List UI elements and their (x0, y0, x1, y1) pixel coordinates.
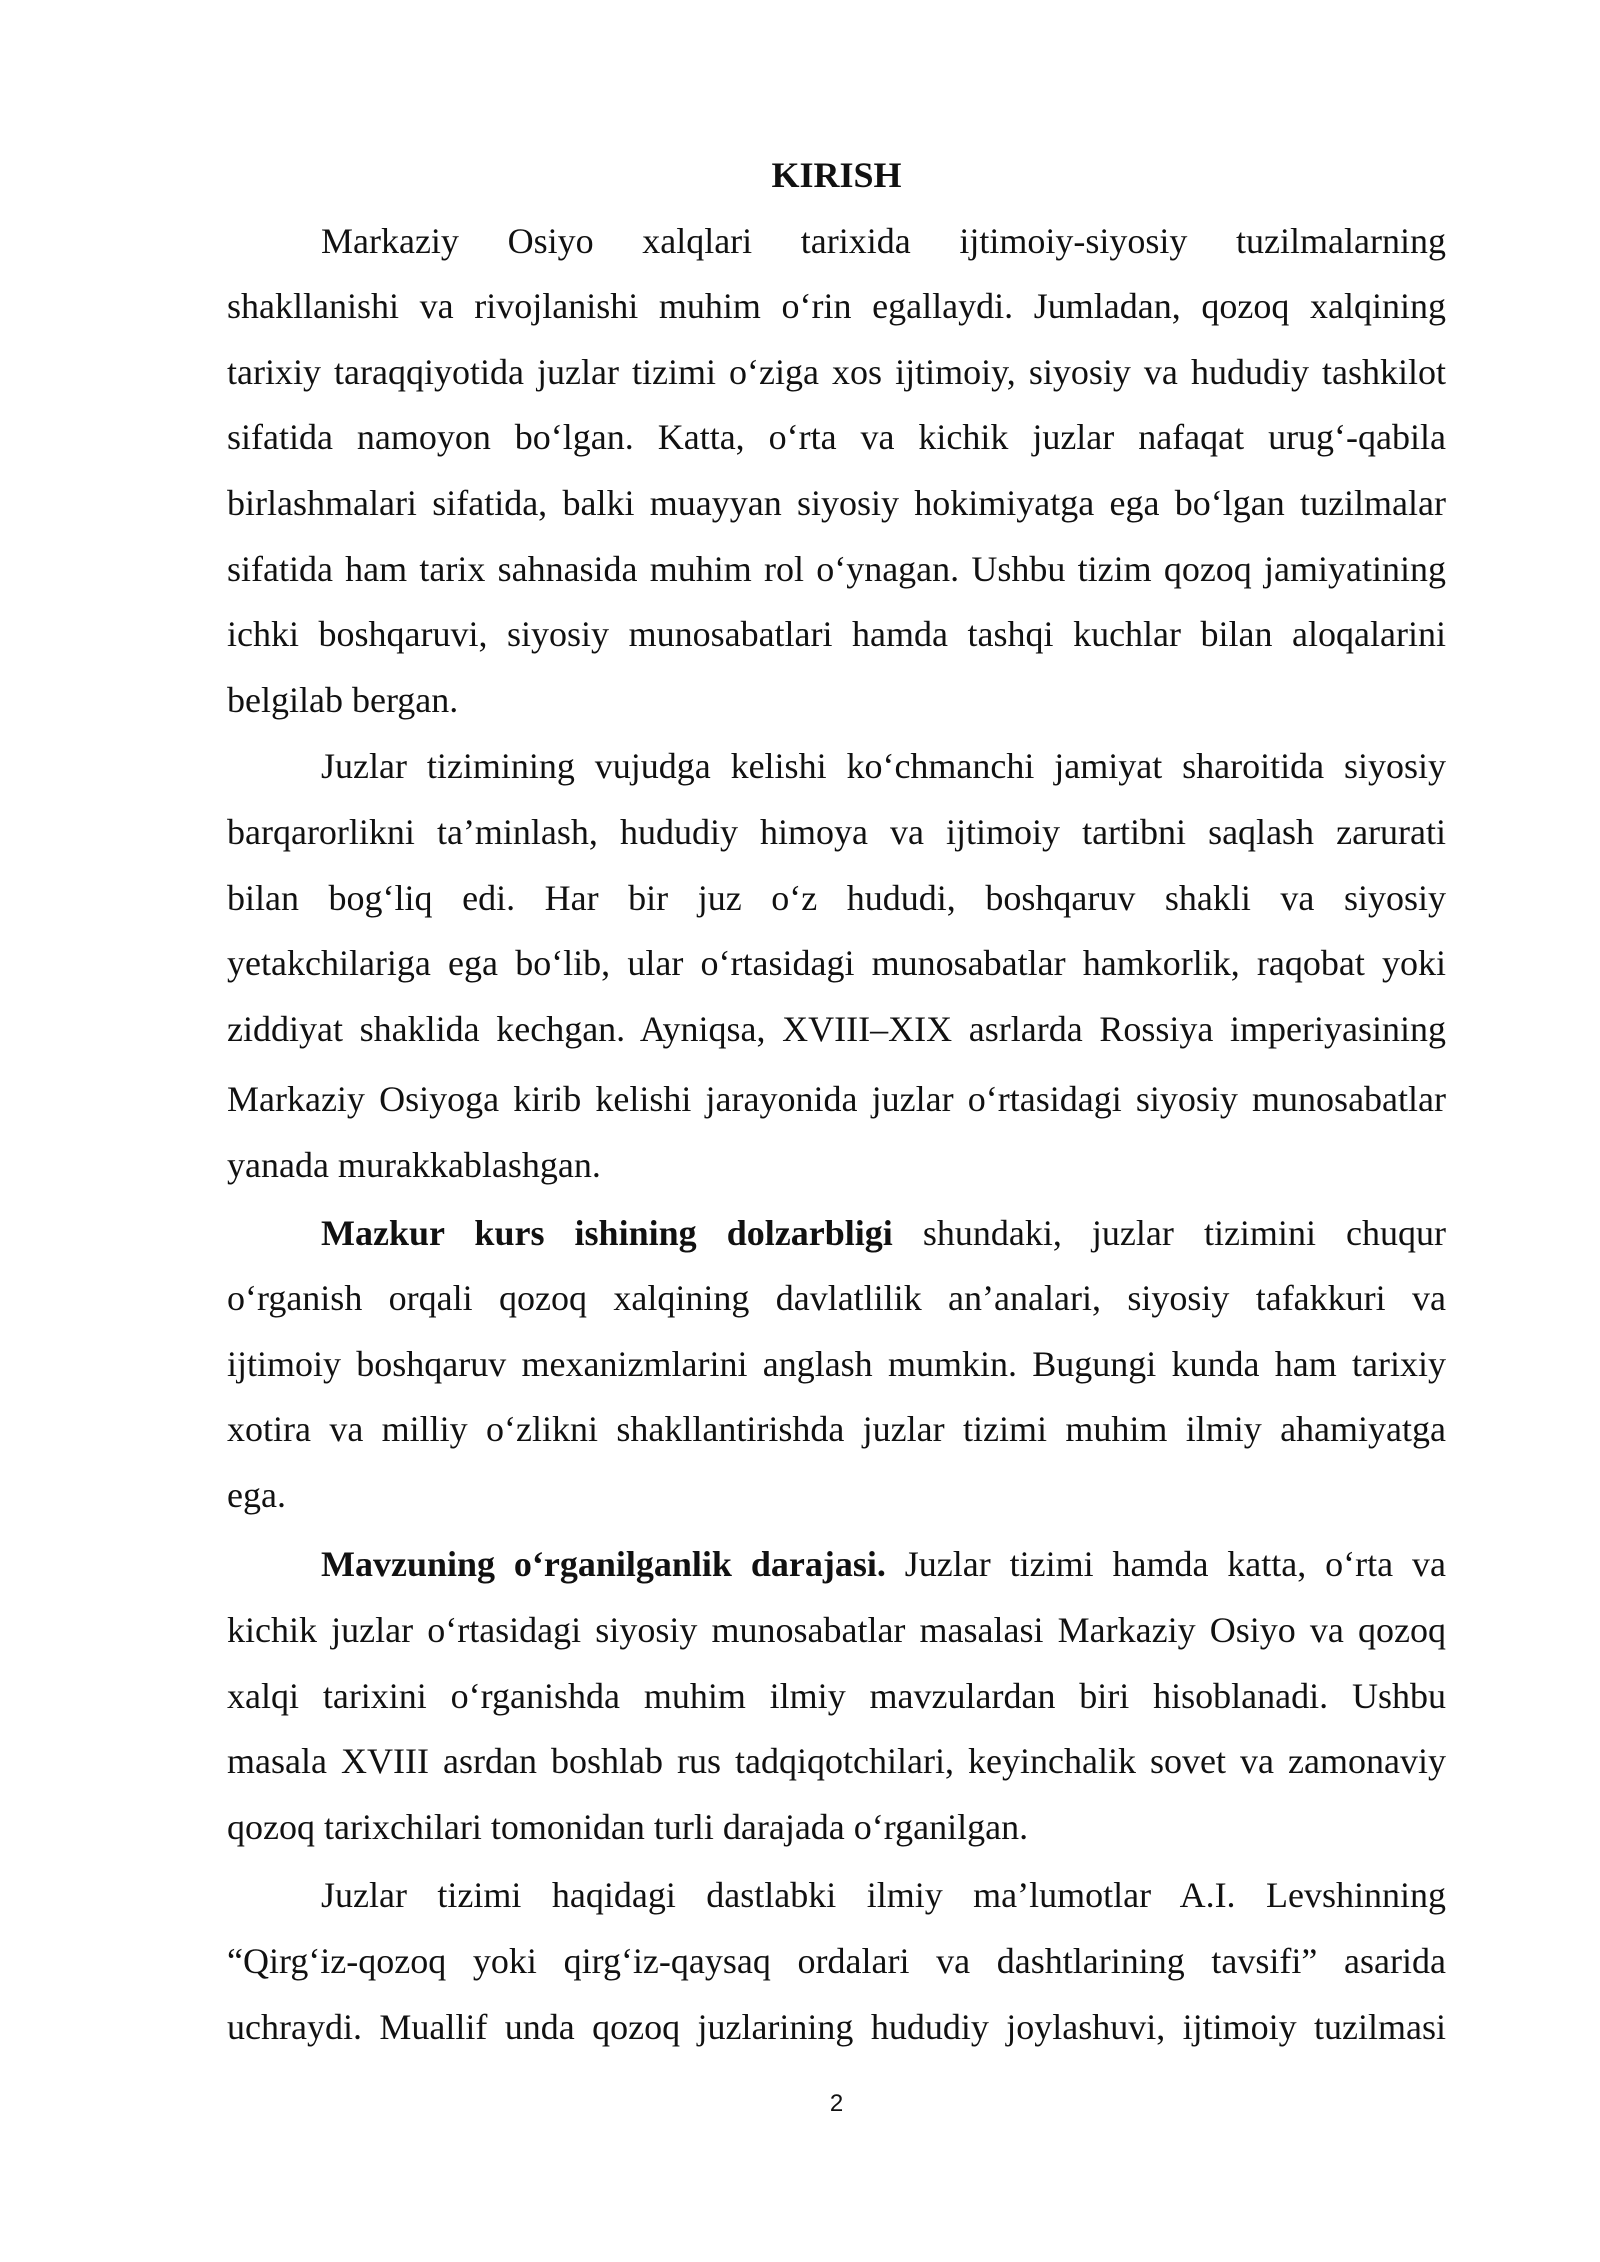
text-line (227, 1201, 1446, 1267)
text-line: “Qirg‘iz-qozoq yoki qirg‘iz-qaysaq ordalari va dashtlarining tavsifi” asarida (227, 1941, 1446, 1982)
text-line: Markaziy Osiyoga kirib kelishi jarayonida juzlar o‘rtasidagi siyosiy munosabatlar (227, 1079, 1446, 1120)
text-line: yetakchilariga ega bo‘lib, ular o‘rtasidagi munosabatlar hamkorlik, raqobat yoki (227, 943, 1446, 984)
text-line: shakllanishi va rivojlanishi muhim o‘rin egallaydi. Jumladan, qozoq xalqining (227, 286, 1446, 327)
text-line (227, 1532, 1446, 1598)
page-number: 2 (829, 2090, 844, 2117)
text-line: ijtimoiy boshqaruv mexanizmlarini anglash mumkin. Bugungi kunda ham tarixiy (227, 1343, 1446, 1384)
paragraph-relevance (227, 1201, 1446, 1529)
text-line: birlashmalari sifatida, balki muayyan siyosiy hokimiyatga ega bo‘lgan tuzilmalar (227, 482, 1446, 523)
text-line: masala XVIII asrdan boshlab rus tadqiqotchilari, keyinchalik sovet va zamonaviy (227, 1741, 1446, 1782)
text-line: Markaziy Osiyo xalqlari tarixida ijtimoiy-siyosiy tuzilmalarning (321, 220, 1446, 261)
text-line: ichki boshqaruvi, siyosiy munosabatlari hamda tashqi kuchlar bilan aloqalarini (227, 614, 1446, 655)
text-line: barqarorlikni ta’minlash, hududiy himoya va ijtimoiy tartibni saqlash zarurati (227, 811, 1446, 852)
text-line: yanada murakkablashgan. (227, 1144, 601, 1185)
text-line: ziddiyat shaklida kechgan. Ayniqsa, XVIII–XIX asrlarda Rossiya imperiyasining (227, 1008, 1446, 1049)
text-line: sifatida namoyon bo‘lgan. Katta, o‘rta va kichik juzlar nafaqat urug‘-qabila (227, 417, 1446, 458)
bold-lead-phrase: Mazkur kurs ishining dolzarbligi (321, 1212, 893, 1253)
text-line: xalqi tarixini o‘rganishda muhim ilmiy mavzulardan biri hisoblanadi. Ushbu (227, 1675, 1446, 1716)
page-body (227, 143, 1446, 2060)
text-line: uchraydi. Muallif unda qozoq juzlarining hududiy joylashuvi, ijtimoiy tuzilmasi (227, 2006, 1446, 2047)
text-segment: Juzlar tizimi hamda katta, o‘rta va (904, 1544, 1446, 1585)
text-line: Juzlar tizimi haqidagi dastlabki ilmiy ma’lumotlar A.I. Levshinning (321, 1875, 1446, 1916)
paragraph-research-level (227, 1532, 1446, 1860)
text-line: sifatida ham tarix sahnasida muhim rol o‘ynagan. Ushbu tizim qozoq jamiyatining (227, 548, 1446, 589)
text-line: Juzlar tizimining vujudga kelishi ko‘chmanchi jamiyat sharoitida siyosiy (321, 746, 1446, 787)
bold-lead-phrase: Mavzuning o‘rganilganlik darajasi. (321, 1544, 886, 1585)
text-line: kichik juzlar o‘rtasidagi siyosiy munosabatlar masalasi Markaziy Osiyo va qozoq (227, 1610, 1446, 1651)
text-segment: shundaki, juzlar tizimini chuqur (922, 1212, 1446, 1253)
paragraph-juz-system-origin (227, 734, 1446, 1198)
text-line: o‘rganish orqali qozoq xalqining davlatlilik an’analari, siyosiy tafakkuri va (227, 1278, 1446, 1319)
text-line: ega. (227, 1474, 286, 1515)
text-line: xotira va milliy o‘zlikni shakllantirishda juzlar tizimi muhim ilmiy ahamiyatga (227, 1409, 1446, 1450)
text-line: belgilab bergan. (227, 679, 459, 720)
text-line: qozoq tarixchilari tomonidan turli darajada o‘rganilgan. (227, 1806, 1029, 1847)
paragraph-introduction (227, 209, 1446, 734)
text-line: bilan bog‘liq edi. Har bir juz o‘z hududi, boshqaruv shakli va siyosiy (227, 877, 1446, 918)
section-title: KIRISH (771, 155, 902, 195)
paragraph-early-sources (227, 1863, 1446, 2060)
text-line: tarixiy taraqqiyotida juzlar tizimi o‘ziga xos ijtimoiy, siyosiy va hududiy tashkilot (227, 351, 1446, 392)
